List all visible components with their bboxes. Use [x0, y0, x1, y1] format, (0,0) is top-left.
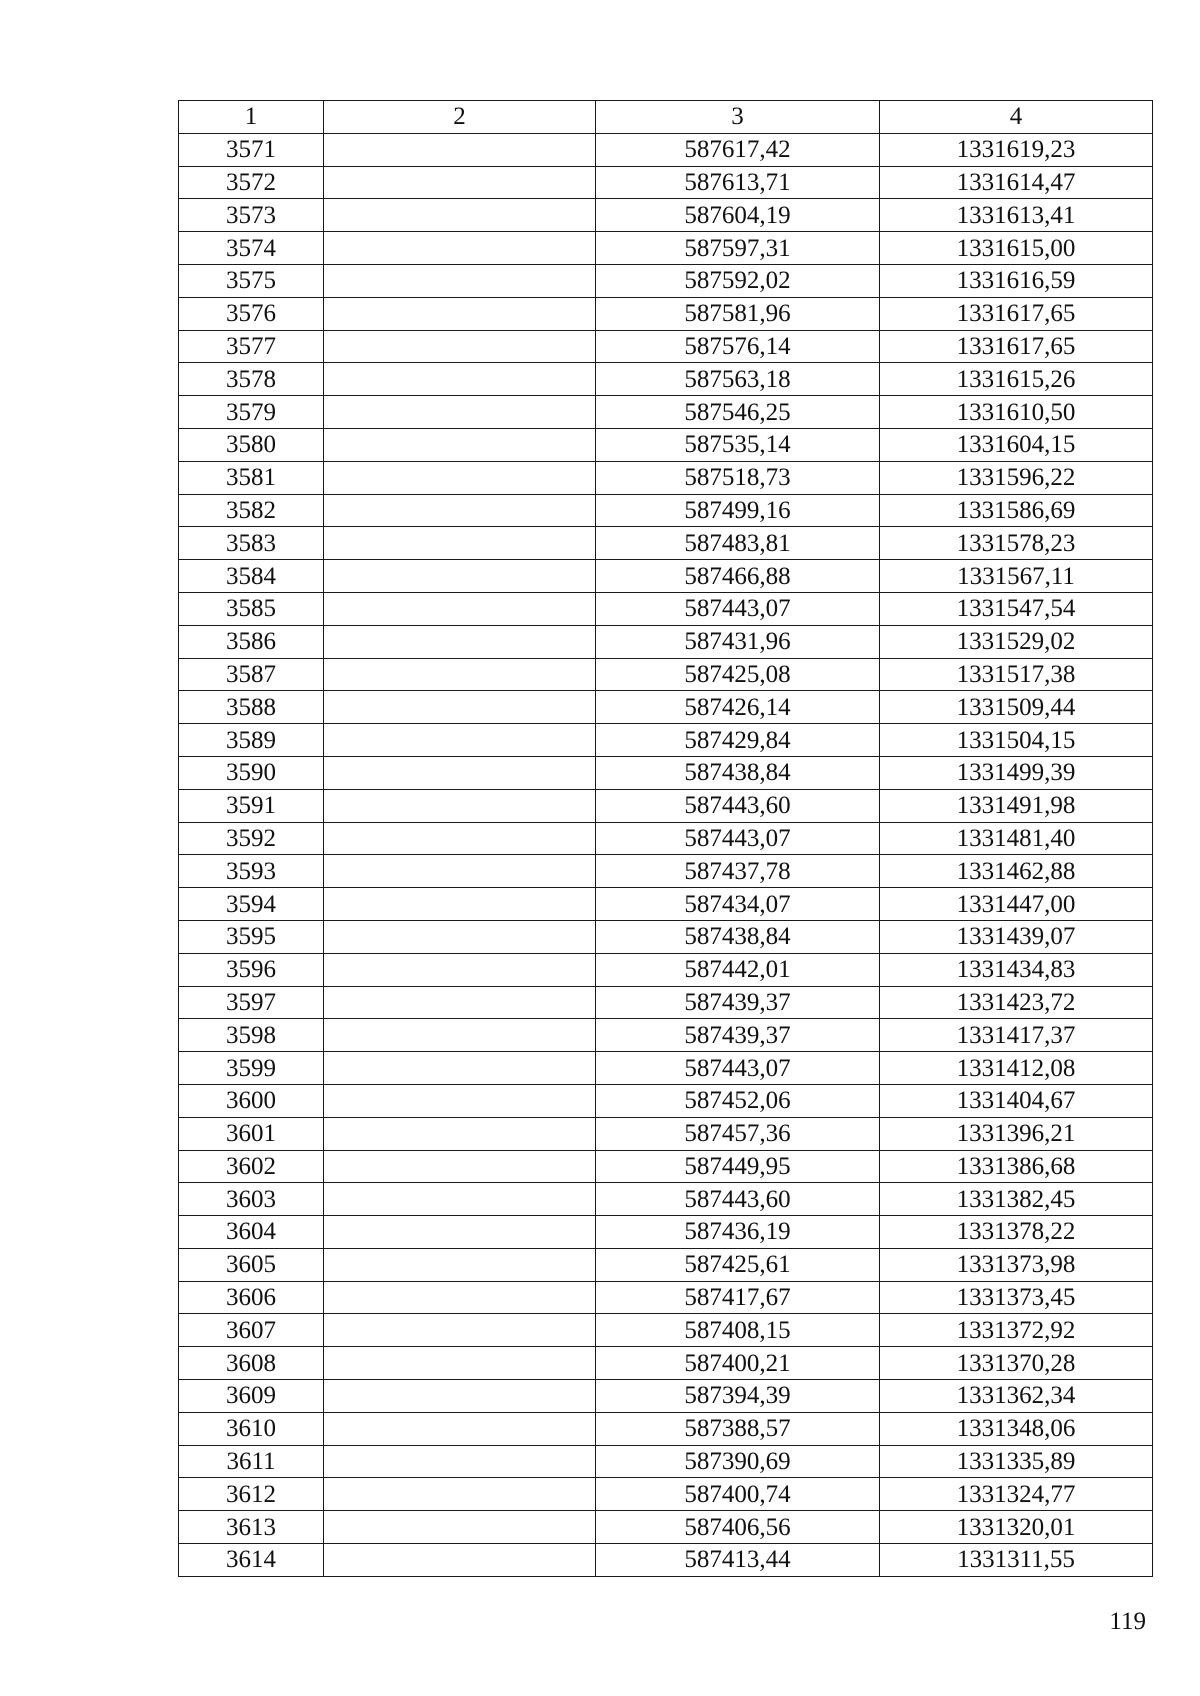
- column-header-3: 3: [596, 101, 880, 134]
- column-2-cell: [324, 1183, 596, 1216]
- point-number-cell: 3587: [179, 658, 324, 691]
- point-number-cell: 3579: [179, 396, 324, 429]
- table-row: [179, 724, 1153, 757]
- y-coordinate-cell: 1331362,34: [880, 1380, 1153, 1413]
- y-coordinate-cell: 1331596,22: [880, 461, 1153, 494]
- point-number-cell: 3584: [179, 560, 324, 593]
- y-coordinate-cell: 1331335,89: [880, 1445, 1153, 1478]
- table-row: [179, 461, 1153, 494]
- column-2-cell: [324, 1117, 596, 1150]
- y-coordinate-cell: 1331499,39: [880, 756, 1153, 789]
- column-2-cell: [324, 494, 596, 527]
- table-row: [179, 1314, 1153, 1347]
- x-coordinate-cell: 587443,07: [596, 1052, 880, 1085]
- y-coordinate-cell: 1331619,23: [880, 133, 1153, 166]
- point-number-cell: 3611: [179, 1445, 324, 1478]
- table-row: [179, 953, 1153, 986]
- y-coordinate-cell: 1331373,45: [880, 1281, 1153, 1314]
- table-row: [179, 1052, 1153, 1085]
- table-row: [179, 986, 1153, 1019]
- x-coordinate-cell: 587443,60: [596, 1183, 880, 1216]
- x-coordinate-cell: 587581,96: [596, 297, 880, 330]
- x-coordinate-cell: 587442,01: [596, 953, 880, 986]
- y-coordinate-cell: 1331462,88: [880, 855, 1153, 888]
- point-number-cell: 3572: [179, 166, 324, 199]
- x-coordinate-cell: 587613,71: [596, 166, 880, 199]
- x-coordinate-cell: 587426,14: [596, 691, 880, 724]
- y-coordinate-cell: 1331547,54: [880, 592, 1153, 625]
- point-number-cell: 3577: [179, 330, 324, 363]
- column-2-cell: [324, 1478, 596, 1511]
- point-number-cell: 3603: [179, 1183, 324, 1216]
- y-coordinate-cell: 1331348,06: [880, 1412, 1153, 1445]
- x-coordinate-cell: 587429,84: [596, 724, 880, 757]
- table-row: [179, 527, 1153, 560]
- header-row: [179, 101, 1153, 134]
- table-row: [179, 1347, 1153, 1380]
- column-2-cell: [324, 986, 596, 1019]
- table-row: [179, 560, 1153, 593]
- x-coordinate-cell: 587436,19: [596, 1216, 880, 1249]
- column-2-cell: [324, 592, 596, 625]
- column-2-cell: [324, 363, 596, 396]
- column-2-cell: [324, 691, 596, 724]
- y-coordinate-cell: 1331311,55: [880, 1544, 1153, 1577]
- table-row: [179, 1248, 1153, 1281]
- point-number-cell: 3573: [179, 199, 324, 232]
- y-coordinate-cell: 1331610,50: [880, 396, 1153, 429]
- column-2-cell: [324, 1052, 596, 1085]
- table-row: [179, 1380, 1153, 1413]
- table-row: [179, 1117, 1153, 1150]
- column-2-cell: [324, 297, 596, 330]
- x-coordinate-cell: 587400,21: [596, 1347, 880, 1380]
- y-coordinate-cell: 1331616,59: [880, 264, 1153, 297]
- table-row: [179, 1150, 1153, 1183]
- y-coordinate-cell: 1331382,45: [880, 1183, 1153, 1216]
- column-2-cell: [324, 330, 596, 363]
- y-coordinate-cell: 1331386,68: [880, 1150, 1153, 1183]
- x-coordinate-cell: 587535,14: [596, 428, 880, 461]
- x-coordinate-cell: 587499,16: [596, 494, 880, 527]
- table-row: [179, 1281, 1153, 1314]
- x-coordinate-cell: 587592,02: [596, 264, 880, 297]
- x-coordinate-cell: 587438,84: [596, 756, 880, 789]
- column-2-cell: [324, 428, 596, 461]
- table-row: [179, 133, 1153, 166]
- x-coordinate-cell: 587452,06: [596, 1084, 880, 1117]
- column-2-cell: [324, 396, 596, 429]
- point-number-cell: 3576: [179, 297, 324, 330]
- y-coordinate-cell: 1331615,00: [880, 232, 1153, 265]
- column-2-cell: [324, 920, 596, 953]
- table-row: [179, 1445, 1153, 1478]
- table-row: [179, 1412, 1153, 1445]
- x-coordinate-cell: 587443,07: [596, 592, 880, 625]
- point-number-cell: 3599: [179, 1052, 324, 1085]
- y-coordinate-cell: 1331491,98: [880, 789, 1153, 822]
- x-coordinate-cell: 587425,61: [596, 1248, 880, 1281]
- x-coordinate-cell: 587417,67: [596, 1281, 880, 1314]
- column-2-cell: [324, 756, 596, 789]
- page-number: 119: [1109, 1608, 1146, 1635]
- x-coordinate-cell: 587413,44: [596, 1544, 880, 1577]
- x-coordinate-cell: 587434,07: [596, 888, 880, 921]
- y-coordinate-cell: 1331517,38: [880, 658, 1153, 691]
- point-number-cell: 3606: [179, 1281, 324, 1314]
- column-2-cell: [324, 855, 596, 888]
- x-coordinate-cell: 587563,18: [596, 363, 880, 396]
- x-coordinate-cell: 587438,84: [596, 920, 880, 953]
- column-2-cell: [324, 461, 596, 494]
- column-2-cell: [324, 1544, 596, 1577]
- table-row: [179, 166, 1153, 199]
- table-row: [179, 330, 1153, 363]
- table-row: [179, 592, 1153, 625]
- column-2-cell: [324, 1019, 596, 1052]
- point-number-cell: 3589: [179, 724, 324, 757]
- point-number-cell: 3592: [179, 822, 324, 855]
- column-2-cell: [324, 199, 596, 232]
- x-coordinate-cell: 587406,56: [596, 1511, 880, 1544]
- y-coordinate-cell: 1331434,83: [880, 953, 1153, 986]
- column-2-cell: [324, 166, 596, 199]
- point-number-cell: 3604: [179, 1216, 324, 1249]
- column-2-cell: [324, 1216, 596, 1249]
- table-row: [179, 1544, 1153, 1577]
- y-coordinate-cell: 1331396,21: [880, 1117, 1153, 1150]
- x-coordinate-cell: 587617,42: [596, 133, 880, 166]
- column-2-cell: [324, 1347, 596, 1380]
- table-row: [179, 855, 1153, 888]
- point-number-cell: 3585: [179, 592, 324, 625]
- y-coordinate-cell: 1331614,47: [880, 166, 1153, 199]
- point-number-cell: 3590: [179, 756, 324, 789]
- y-coordinate-cell: 1331404,67: [880, 1084, 1153, 1117]
- table-row: [179, 1183, 1153, 1216]
- table-row: [179, 428, 1153, 461]
- y-coordinate-cell: 1331370,28: [880, 1347, 1153, 1380]
- table-row: [179, 625, 1153, 658]
- y-coordinate-cell: 1331439,07: [880, 920, 1153, 953]
- x-coordinate-cell: 587443,60: [596, 789, 880, 822]
- table-row: [179, 363, 1153, 396]
- point-number-cell: 3612: [179, 1478, 324, 1511]
- point-number-cell: 3575: [179, 264, 324, 297]
- y-coordinate-cell: 1331509,44: [880, 691, 1153, 724]
- table-row: [179, 822, 1153, 855]
- y-coordinate-cell: 1331412,08: [880, 1052, 1153, 1085]
- column-2-cell: [324, 133, 596, 166]
- table-row: [179, 1511, 1153, 1544]
- y-coordinate-cell: 1331586,69: [880, 494, 1153, 527]
- table-row: [179, 199, 1153, 232]
- table-header: [179, 101, 1153, 134]
- x-coordinate-cell: 587576,14: [596, 330, 880, 363]
- table-row: [179, 494, 1153, 527]
- y-coordinate-cell: 1331447,00: [880, 888, 1153, 921]
- column-2-cell: [324, 658, 596, 691]
- table-row: [179, 264, 1153, 297]
- column-2-cell: [324, 822, 596, 855]
- point-number-cell: 3601: [179, 1117, 324, 1150]
- y-coordinate-cell: 1331324,77: [880, 1478, 1153, 1511]
- column-header-1: 1: [179, 101, 324, 134]
- x-coordinate-cell: 587546,25: [596, 396, 880, 429]
- point-number-cell: 3591: [179, 789, 324, 822]
- y-coordinate-cell: 1331567,11: [880, 560, 1153, 593]
- point-number-cell: 3607: [179, 1314, 324, 1347]
- x-coordinate-cell: 587394,39: [596, 1380, 880, 1413]
- point-number-cell: 3609: [179, 1380, 324, 1413]
- x-coordinate-cell: 587518,73: [596, 461, 880, 494]
- column-2-cell: [324, 724, 596, 757]
- column-2-cell: [324, 625, 596, 658]
- point-number-cell: 3595: [179, 920, 324, 953]
- column-header-2: 2: [324, 101, 596, 134]
- y-coordinate-cell: 1331613,41: [880, 199, 1153, 232]
- point-number-cell: 3582: [179, 494, 324, 527]
- x-coordinate-cell: 587388,57: [596, 1412, 880, 1445]
- x-coordinate-cell: 587449,95: [596, 1150, 880, 1183]
- y-coordinate-cell: 1331320,01: [880, 1511, 1153, 1544]
- point-number-cell: 3588: [179, 691, 324, 724]
- table-body: [179, 133, 1153, 1576]
- x-coordinate-cell: 587439,37: [596, 986, 880, 1019]
- column-2-cell: [324, 789, 596, 822]
- table-row: [179, 297, 1153, 330]
- column-2-cell: [324, 232, 596, 265]
- y-coordinate-cell: 1331417,37: [880, 1019, 1153, 1052]
- x-coordinate-cell: 587457,36: [596, 1117, 880, 1150]
- point-number-cell: 3596: [179, 953, 324, 986]
- column-2-cell: [324, 953, 596, 986]
- point-number-cell: 3605: [179, 1248, 324, 1281]
- column-header-4: 4: [880, 101, 1153, 134]
- point-number-cell: 3602: [179, 1150, 324, 1183]
- x-coordinate-cell: 587597,31: [596, 232, 880, 265]
- column-2-cell: [324, 1445, 596, 1478]
- point-number-cell: 3608: [179, 1347, 324, 1380]
- x-coordinate-cell: 587443,07: [596, 822, 880, 855]
- column-2-cell: [324, 1084, 596, 1117]
- y-coordinate-cell: 1331373,98: [880, 1248, 1153, 1281]
- column-2-cell: [324, 1150, 596, 1183]
- column-2-cell: [324, 264, 596, 297]
- x-coordinate-cell: 587604,19: [596, 199, 880, 232]
- table-row: [179, 691, 1153, 724]
- x-coordinate-cell: 587408,15: [596, 1314, 880, 1347]
- x-coordinate-cell: 587425,08: [596, 658, 880, 691]
- x-coordinate-cell: 587437,78: [596, 855, 880, 888]
- point-number-cell: 3593: [179, 855, 324, 888]
- point-number-cell: 3571: [179, 133, 324, 166]
- point-number-cell: 3610: [179, 1412, 324, 1445]
- column-2-cell: [324, 1511, 596, 1544]
- point-number-cell: 3581: [179, 461, 324, 494]
- coordinates-table: [178, 100, 1153, 1577]
- y-coordinate-cell: 1331578,23: [880, 527, 1153, 560]
- point-number-cell: 3614: [179, 1544, 324, 1577]
- y-coordinate-cell: 1331617,65: [880, 297, 1153, 330]
- table-row: [179, 756, 1153, 789]
- x-coordinate-cell: 587400,74: [596, 1478, 880, 1511]
- point-number-cell: 3597: [179, 986, 324, 1019]
- x-coordinate-cell: 587439,37: [596, 1019, 880, 1052]
- table-row: [179, 658, 1153, 691]
- table-row: [179, 1019, 1153, 1052]
- x-coordinate-cell: 587466,88: [596, 560, 880, 593]
- point-number-cell: 3600: [179, 1084, 324, 1117]
- x-coordinate-cell: 587431,96: [596, 625, 880, 658]
- table-row: [179, 396, 1153, 429]
- y-coordinate-cell: 1331617,65: [880, 330, 1153, 363]
- point-number-cell: 3613: [179, 1511, 324, 1544]
- x-coordinate-cell: 587483,81: [596, 527, 880, 560]
- y-coordinate-cell: 1331529,02: [880, 625, 1153, 658]
- y-coordinate-cell: 1331372,92: [880, 1314, 1153, 1347]
- column-2-cell: [324, 1412, 596, 1445]
- table-row: [179, 1216, 1153, 1249]
- table-row: [179, 232, 1153, 265]
- column-2-cell: [324, 1380, 596, 1413]
- point-number-cell: 3580: [179, 428, 324, 461]
- column-2-cell: [324, 1314, 596, 1347]
- point-number-cell: 3594: [179, 888, 324, 921]
- x-coordinate-cell: 587390,69: [596, 1445, 880, 1478]
- point-number-cell: 3578: [179, 363, 324, 396]
- y-coordinate-cell: 1331481,40: [880, 822, 1153, 855]
- point-number-cell: 3586: [179, 625, 324, 658]
- y-coordinate-cell: 1331504,15: [880, 724, 1153, 757]
- table-row: [179, 920, 1153, 953]
- y-coordinate-cell: 1331423,72: [880, 986, 1153, 1019]
- table-row: [179, 1478, 1153, 1511]
- point-number-cell: 3574: [179, 232, 324, 265]
- column-2-cell: [324, 560, 596, 593]
- column-2-cell: [324, 1248, 596, 1281]
- column-2-cell: [324, 1281, 596, 1314]
- y-coordinate-cell: 1331604,15: [880, 428, 1153, 461]
- table-row: [179, 789, 1153, 822]
- table-row: [179, 888, 1153, 921]
- y-coordinate-cell: 1331378,22: [880, 1216, 1153, 1249]
- column-2-cell: [324, 527, 596, 560]
- y-coordinate-cell: 1331615,26: [880, 363, 1153, 396]
- column-2-cell: [324, 888, 596, 921]
- table-row: [179, 1084, 1153, 1117]
- point-number-cell: 3583: [179, 527, 324, 560]
- point-number-cell: 3598: [179, 1019, 324, 1052]
